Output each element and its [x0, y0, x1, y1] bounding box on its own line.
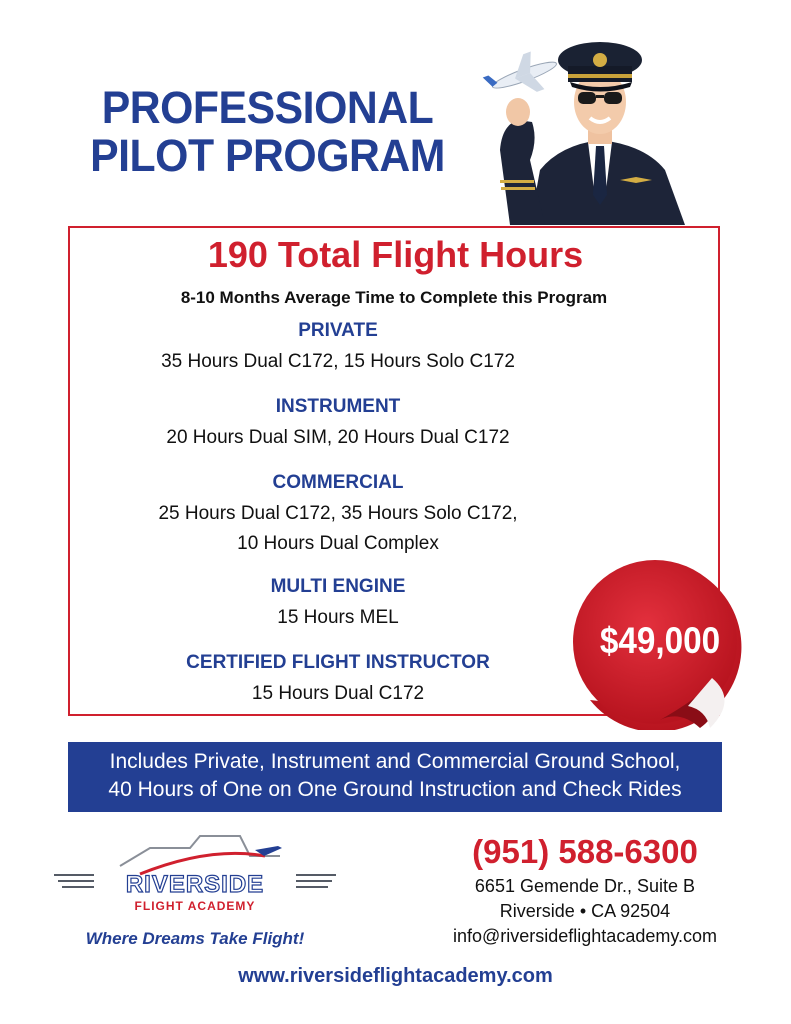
section-heading-multi-engine: MULTI ENGINE: [270, 576, 406, 597]
address-line-2: Riverside • CA 92504: [499, 901, 671, 921]
page-title: [68, 84, 467, 180]
total-hours-headline: 190 Total Flight Hours: [207, 234, 584, 275]
address-line-1: 6651 Gemende Dr., Suite B: [474, 876, 696, 896]
section-heading-private: PRIVATE: [298, 320, 378, 341]
section-text-multi-engine: 15 Hours MEL: [277, 607, 399, 628]
includes-banner-text: [68, 748, 722, 804]
pilot-photo: [470, 30, 720, 225]
section-text-cfi: 15 Hours Dual C172: [251, 683, 425, 704]
email-link[interactable]: info@riversideflightacademy.com: [452, 926, 718, 946]
section-heading-cfi: CERTIFIED FLIGHT INSTRUCTOR: [186, 652, 490, 673]
title-line-2: PILOT PROGRAM: [90, 130, 445, 181]
price-label: $49,000: [599, 620, 721, 661]
phone-number[interactable]: (951) 588-6300: [472, 833, 698, 870]
section-text-commercial-2: 10 Hours Dual Complex: [237, 533, 439, 554]
section-text-instrument: 20 Hours Dual SIM, 20 Hours Dual C172: [166, 427, 510, 448]
section-heading-instrument: INSTRUMENT: [275, 396, 401, 417]
website-link[interactable]: www.riversideflightacademy.com: [238, 965, 553, 987]
section-text-commercial-1: 25 Hours Dual C172, 35 Hours Solo C172,: [158, 503, 518, 524]
riverside-logo: [50, 826, 340, 926]
logo-name: RIVERSIDE: [125, 871, 265, 898]
tagline: Where Dreams Take Flight!: [85, 929, 305, 948]
title-line-1: PROFESSIONAL: [101, 82, 434, 133]
logo-subtitle: FLIGHT ACADEMY: [134, 899, 256, 913]
banner-line-1: Includes Private, Instrument and Commercial Ground School,: [109, 750, 681, 773]
completion-time-subheading: 8-10 Months Average Time to Complete this Program: [180, 288, 608, 307]
section-heading-commercial: COMMERCIAL: [272, 472, 404, 493]
banner-line-2: 40 Hours of One on One Ground Instruction and Check Rides: [108, 778, 682, 801]
section-text-private: 35 Hours Dual C172, 15 Hours Solo C172: [161, 351, 515, 372]
